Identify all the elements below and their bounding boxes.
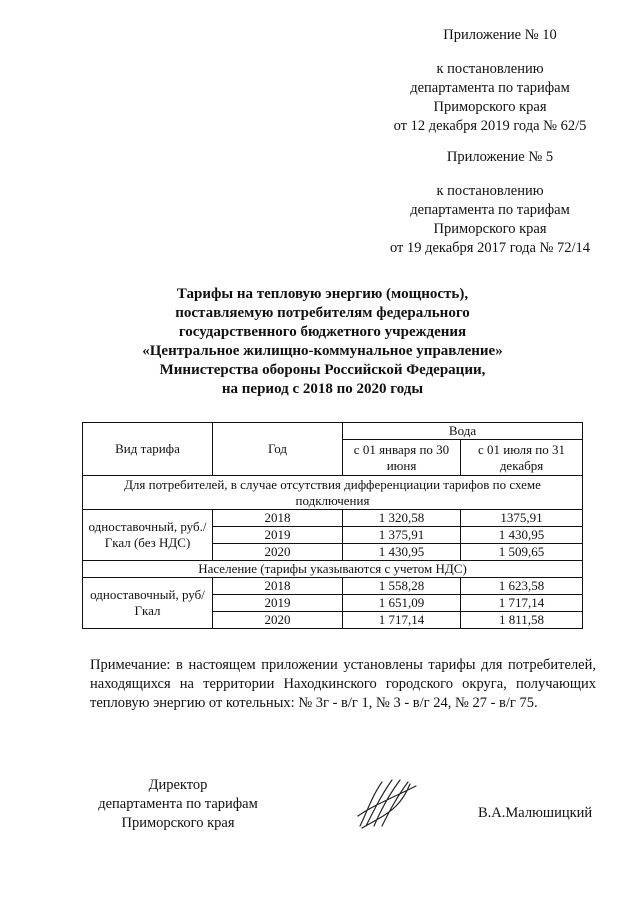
year-cell: 2020: [213, 612, 343, 629]
value-cell: 1 375,91: [343, 527, 461, 544]
tariff-type-cell: одноставочный, руб/Гкал: [83, 578, 213, 629]
value-cell: 1 717,14: [461, 595, 583, 612]
value-cell: 1 320,58: [343, 510, 461, 527]
title-line: поставляемую потребителям федерального: [175, 305, 470, 321]
header-tariff-type: Вид тарифа: [83, 423, 213, 476]
decree-line: Приморского края: [433, 99, 547, 115]
position-line: департамента по тарифам: [98, 796, 258, 812]
appendix-5-heading: Приложение № 5: [446, 149, 554, 165]
section-title: Для потребителей, в случае отсутствия дифференциации тарифов по схеме подключения: [83, 476, 583, 510]
document-title: [80, 285, 565, 399]
year-cell: 2019: [213, 595, 343, 612]
decree-line: от 19 декабря 2017 года № 72/14: [389, 240, 591, 256]
signatory-name: В.А.Малюшицкий: [478, 805, 593, 821]
header-period-1: с 01 января по 30 июня: [343, 440, 461, 476]
tariff-type-cell: одноставочный, руб./Гкал (без НДС): [83, 510, 213, 561]
value-cell: 1 651,09: [343, 595, 461, 612]
decree-line: к постановлению: [436, 61, 544, 77]
decree-line: от 12 декабря 2019 года № 62/5: [393, 118, 587, 134]
position-line: Приморского края: [121, 815, 235, 831]
section-title: Население (тарифы указываются с учетом НДС): [83, 561, 583, 578]
title-line: Тарифы на тепловую энергию (мощность),: [176, 286, 469, 302]
header-year: Год: [213, 423, 343, 476]
year-cell: 2018: [213, 578, 343, 595]
header-water: Вода: [343, 423, 583, 440]
position-line: Директор: [148, 777, 208, 793]
decree-line: Приморского края: [433, 221, 547, 237]
decree-line: к постановлению: [436, 183, 544, 199]
title-line: государственного бюджетного учреждения: [178, 324, 467, 340]
header-period-2: с 01 июля по 31 декабря: [461, 440, 583, 476]
signatory-position: [78, 776, 278, 833]
value-cell: 1 811,58: [461, 612, 583, 629]
appendix-10-heading: Приложение № 10: [443, 27, 557, 43]
title-line: «Центральное жилищно-коммунальное управление»: [142, 343, 503, 359]
value-cell: 1 717,14: [343, 612, 461, 629]
title-line: Министерства обороны Российской Федерации,: [159, 362, 486, 378]
appendix-5-title: [400, 148, 600, 167]
signature-icon: [352, 776, 422, 834]
value-cell: 1 623,58: [461, 578, 583, 595]
value-cell: 1 558,28: [343, 578, 461, 595]
appendix-10-decree: [360, 60, 620, 136]
value-cell: 1 509,65: [461, 544, 583, 561]
value-cell: 1375,91: [461, 510, 583, 527]
year-cell: 2018: [213, 510, 343, 527]
title-line: на период с 2018 по 2020 годы: [221, 381, 424, 397]
value-cell: 1 430,95: [461, 527, 583, 544]
appendix-10-title: [400, 26, 600, 45]
tariffs-table: [82, 422, 583, 629]
value-cell: 1 430,95: [343, 544, 461, 561]
decree-line: департамента по тарифам: [410, 80, 570, 96]
appendix-5-decree: [355, 182, 625, 258]
decree-line: департамента по тарифам: [410, 202, 570, 218]
year-cell: 2020: [213, 544, 343, 561]
note-paragraph: Примечание: в настоящем приложении установлены тарифы для потребителей, находящихся на территории Находкинского городского округа, получающих тепловую энергию от котельных: № 3г - в/г 1, № 3 - в/г 24, № 27 - в/г 75.: [90, 657, 596, 711]
year-cell: 2019: [213, 527, 343, 544]
